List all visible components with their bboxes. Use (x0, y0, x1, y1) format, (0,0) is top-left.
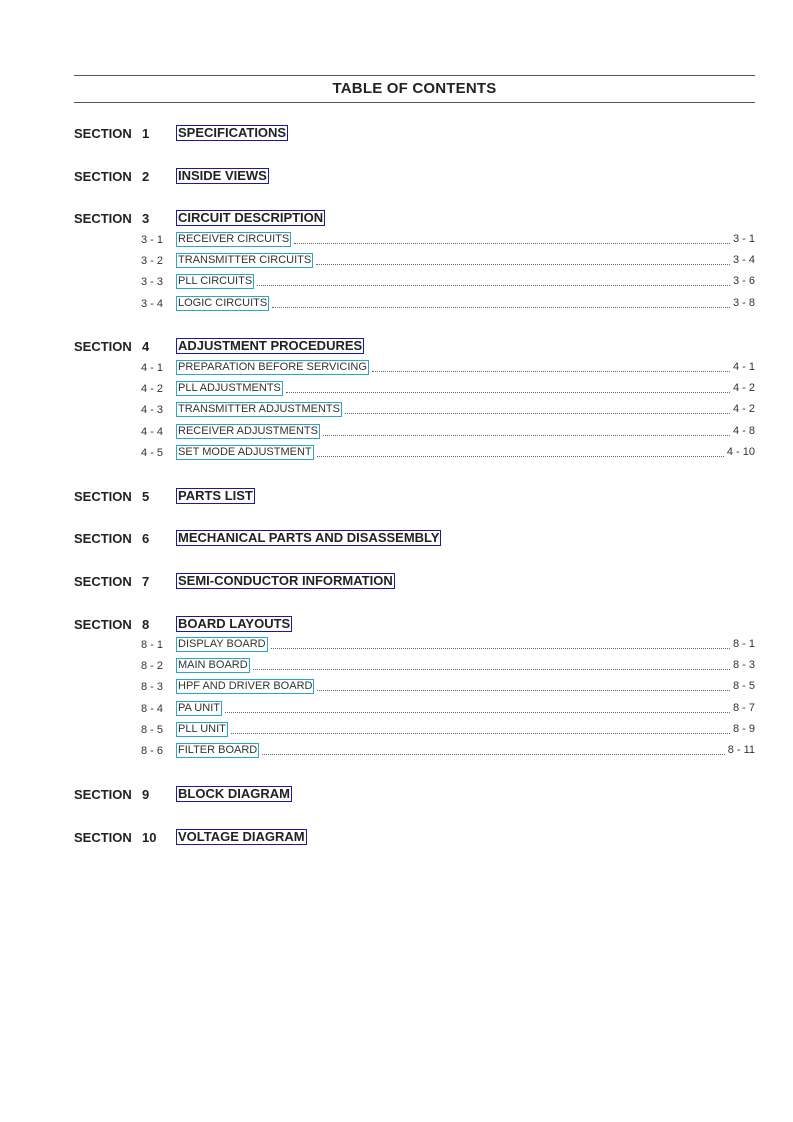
section-word: SECTION (74, 169, 132, 184)
section-link-board-layouts[interactable]: BOARD LAYOUTS (178, 616, 291, 631)
page-number: 8 - 7 (732, 702, 755, 714)
subsection-number: 8 - 1 (141, 639, 164, 651)
section-word: SECTION (74, 126, 132, 141)
subsection-number: 8 - 4 (141, 703, 164, 715)
page-number: 3 - 8 (732, 297, 755, 309)
dot-leader (231, 733, 730, 734)
page-number: 3 - 1 (732, 233, 755, 245)
section-word: SECTION (74, 339, 132, 354)
section-label (74, 830, 157, 845)
section-word: SECTION (74, 617, 132, 632)
page-number: 4 - 8 (732, 425, 755, 437)
section-label (74, 574, 150, 589)
dot-leader (253, 669, 730, 670)
page-number: 3 - 4 (732, 254, 755, 266)
dot-leader (372, 371, 730, 372)
section-link-specifications[interactable]: SPECIFICATIONS (178, 125, 287, 140)
section-number: 8 (142, 617, 150, 632)
dot-leader (286, 392, 730, 393)
section-link-voltage-diagram[interactable]: VOLTAGE DIAGRAM (178, 829, 305, 844)
section-link-parts-list[interactable]: PARTS LIST (178, 488, 253, 503)
toc-row (176, 743, 755, 758)
section-label (74, 339, 150, 354)
section-label (74, 211, 150, 226)
section-number: 10 (142, 830, 157, 845)
subsection-link-display-board[interactable]: DISPLAY BOARD (178, 638, 266, 650)
section-word: SECTION (74, 830, 132, 845)
section-number: 7 (142, 574, 150, 589)
toc-row (176, 658, 755, 673)
section-word: SECTION (74, 574, 132, 589)
subsection-link-pa-unit[interactable]: PA UNIT (178, 702, 220, 714)
subsection-link-receiver-circuits[interactable]: RECEIVER CIRCUITS (178, 233, 290, 245)
subsection-number: 8 - 2 (141, 660, 164, 672)
section-label (74, 126, 150, 141)
section-number: 5 (142, 489, 150, 504)
toc-row (176, 445, 755, 460)
dot-leader (257, 285, 730, 286)
section-link-inside-views[interactable]: INSIDE VIEWS (178, 168, 267, 183)
toc-row (176, 637, 755, 652)
subsection-link-logic-circuits[interactable]: LOGIC CIRCUITS (178, 297, 268, 309)
section-link-semi-conductor-information[interactable]: SEMI-CONDUCTOR INFORMATION (178, 573, 393, 588)
page-number: 4 - 2 (732, 382, 755, 394)
subsection-link-preparation-before-servicing[interactable]: PREPARATION BEFORE SERVICING (178, 361, 367, 373)
subsection-number: 3 - 2 (141, 255, 164, 267)
section-link-mechanical-parts-and-disassembly[interactable]: MECHANICAL PARTS AND DISASSEMBLY (178, 530, 440, 545)
bottom-rule (74, 102, 755, 103)
subsection-link-transmitter-circuits[interactable]: TRANSMITTER CIRCUITS (178, 254, 312, 266)
top-rule (74, 75, 755, 76)
subsection-link-pll-unit[interactable]: PLL UNIT (178, 723, 226, 735)
subsection-number: 8 - 3 (141, 681, 164, 693)
section-label (74, 169, 150, 184)
page-number: 8 - 11 (727, 744, 755, 756)
section-label (74, 489, 150, 504)
dot-leader (262, 754, 724, 755)
section-number: 1 (142, 126, 150, 141)
subsection-link-receiver-adjustments[interactable]: RECEIVER ADJUSTMENTS (178, 425, 318, 437)
section-word: SECTION (74, 531, 132, 546)
dot-leader (294, 243, 730, 244)
toc-row (176, 679, 755, 694)
page-number: 4 - 10 (726, 446, 755, 458)
section-number: 6 (142, 531, 150, 546)
section-number: 3 (142, 211, 150, 226)
subsection-number: 4 - 4 (141, 426, 164, 438)
dot-leader (272, 307, 730, 308)
toc-row (176, 424, 755, 439)
subsection-link-set-mode-adjustment[interactable]: SET MODE ADJUSTMENT (178, 446, 312, 458)
page-title: TABLE OF CONTENTS (332, 80, 497, 97)
subsection-number: 4 - 2 (141, 383, 164, 395)
page-number: 4 - 1 (732, 361, 755, 373)
dot-leader (271, 648, 730, 649)
dot-leader (323, 435, 730, 436)
toc-row (176, 274, 755, 289)
dot-leader (225, 712, 730, 713)
subsection-link-pll-adjustments[interactable]: PLL ADJUSTMENTS (178, 382, 281, 394)
toc-row (176, 296, 755, 311)
subsection-number: 3 - 1 (141, 234, 164, 246)
section-word: SECTION (74, 787, 132, 802)
subsection-number: 3 - 3 (141, 276, 164, 288)
toc-row (176, 381, 755, 396)
section-word: SECTION (74, 211, 132, 226)
subsection-number: 8 - 5 (141, 724, 164, 736)
subsection-number: 8 - 6 (141, 745, 164, 757)
dot-leader (317, 456, 724, 457)
page-number: 8 - 1 (732, 638, 755, 650)
subsection-link-transmitter-adjustments[interactable]: TRANSMITTER ADJUSTMENTS (178, 403, 340, 415)
section-link-adjustment-procedures[interactable]: ADJUSTMENT PROCEDURES (178, 338, 363, 353)
page-number: 8 - 5 (732, 680, 755, 692)
dot-leader (316, 264, 730, 265)
subsection-number: 4 - 5 (141, 447, 164, 459)
subsection-number: 4 - 1 (141, 362, 164, 374)
dot-leader (317, 690, 730, 691)
section-link-block-diagram[interactable]: BLOCK DIAGRAM (178, 786, 290, 801)
subsection-link-filter-board[interactable]: FILTER BOARD (178, 744, 258, 756)
section-label (74, 531, 150, 546)
toc-row (176, 701, 755, 716)
page-number: 8 - 9 (732, 723, 755, 735)
section-number: 4 (142, 339, 150, 354)
section-word: SECTION (74, 489, 132, 504)
subsection-link-hpf-and-driver-board[interactable]: HPF AND DRIVER BOARD (178, 680, 313, 692)
subsection-number: 4 - 3 (141, 404, 164, 416)
toc-row (176, 360, 755, 375)
toc-row (176, 232, 755, 247)
section-label (74, 617, 150, 632)
subsection-number: 3 - 4 (141, 298, 164, 310)
page-number: 3 - 6 (732, 275, 755, 287)
toc-row (176, 253, 755, 268)
subsection-link-pll-circuits[interactable]: PLL CIRCUITS (178, 275, 253, 287)
page-number: 4 - 2 (732, 403, 755, 415)
dot-leader (345, 413, 730, 414)
section-number: 9 (142, 787, 150, 802)
section-link-circuit-description[interactable]: CIRCUIT DESCRIPTION (178, 210, 324, 225)
section-number: 2 (142, 169, 150, 184)
page-number: 8 - 3 (732, 659, 755, 671)
toc-row (176, 402, 755, 417)
toc-row (176, 722, 755, 737)
section-label (74, 787, 150, 802)
subsection-link-main-board[interactable]: MAIN BOARD (178, 659, 248, 671)
